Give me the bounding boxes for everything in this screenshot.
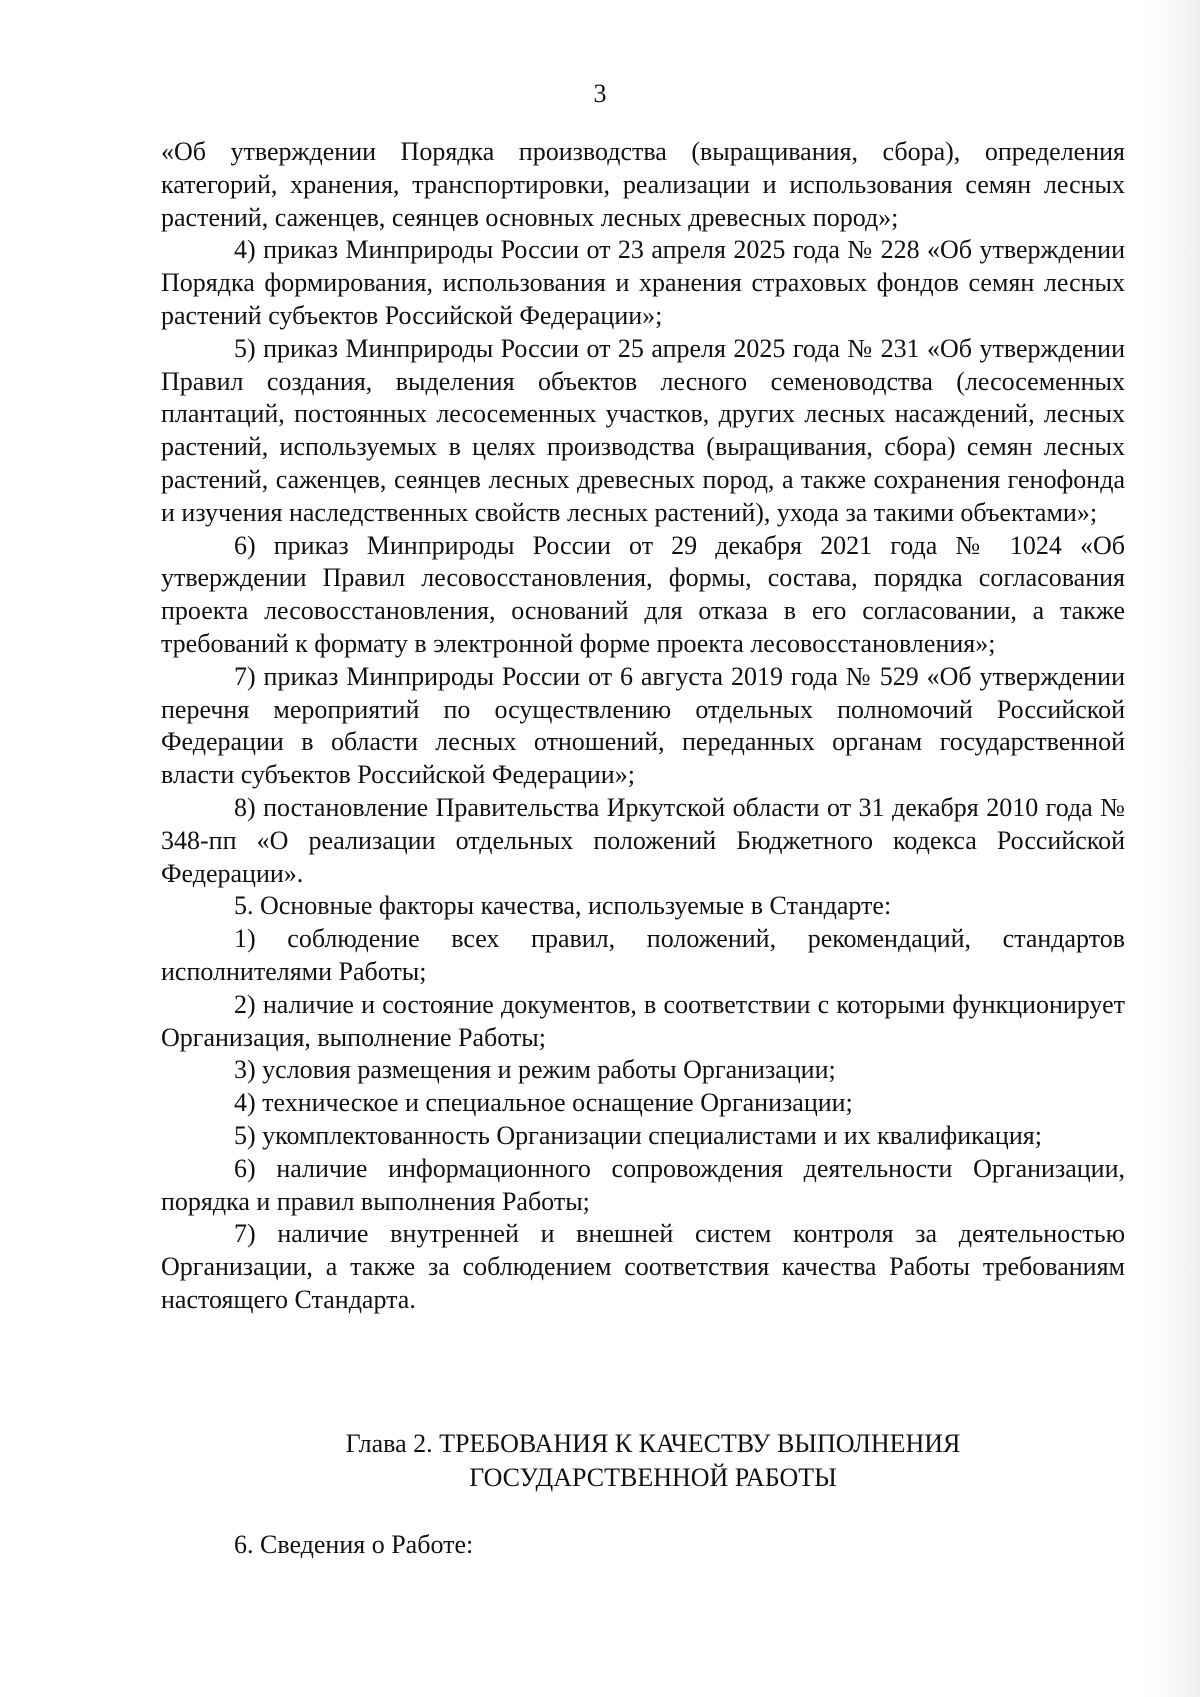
paragraph-item-8: 8) постановление Правительства Иркутской области от 31 декабря 2010 года № 348-пп «О реализации отдельных положений Бюджетного кодекса Российской Федерации». [161, 792, 1125, 888]
paragraph-item-4: 4) приказ Минприроды России от 23 апреля 2025 года № 228 «Об утверждении Порядка формирования, использования и хранения страховых фондов семян лесных растений субъектов Российской Федерации»; [161, 235, 1125, 330]
paragraph-item-6: 6) приказ Минприроды России от 29 декабря 2021 года № 1024 «Об утверждении Правил лесовосстановления, формы, состава, порядка согласования проекта лесовосстановления, оснований для отказа в его согласовании, а также требований к формату в электронной форме проекта лесовосстановления»; [161, 530, 1125, 658]
chapter-heading-line-2: ГОСУДАРСТВЕННОЙ РАБОТЫ [469, 1463, 837, 1492]
quality-factor-7: 7) наличие внутренней и внешней систем контроля за деятельностью Организации, а также за соблюдением соответствия качества Работы требованиям настоящего Стандарта. [161, 1219, 1125, 1314]
quality-factor-4: 4) техническое и специальное оснащение Организации; [234, 1088, 853, 1118]
paragraph-item-7: 7) приказ Минприроды России от 6 августа 2019 года № 529 «Об утверждении перечня мероприятий по осуществлению отдельных полномочий Российской Федерации в области лесных отношений, переданных органам государственной власти субъектов Российской Федерации»; [161, 661, 1125, 790]
quality-factor-3: 3) условия размещения и режим работы Организации; [234, 1055, 836, 1085]
quality-factor-6: 6) наличие информационного сопровождения деятельности Организации, порядка и правил выполнения Работы; [161, 1153, 1125, 1216]
quality-factor-2: 2) наличие и состояние документов, в соответствии с которыми функционирует Организация, выполнение Работы; [161, 989, 1125, 1052]
paragraph-section-5: 5. Основные факторы качества, используемые в Стандарте: [234, 891, 892, 921]
chapter-heading [161, 1427, 1125, 1495]
quality-factor-1: 1) соблюдение всех правил, положений, рекомендаций, стандартов исполнителями Работы; [161, 924, 1125, 986]
section-6-title: 6. Сведения о Работе: [234, 1530, 474, 1559]
page-number: 3 [593, 79, 607, 108]
quality-factor-5: 5) укомплектованность Организации специалистами и их квалификация; [234, 1120, 1042, 1150]
scan-edge-shading [1140, 0, 1200, 1697]
chapter-heading-line-1: Глава 2. ТРЕБОВАНИЯ К КАЧЕСТВУ ВЫПОЛНЕНИЯ [345, 1429, 961, 1458]
paragraph-item-5: 5) приказ Минприроды России от 25 апреля 2025 года № 231 «Об утверждении Правил создания, выделения объектов лесного семеноводства (лесосеменных плантаций, постоянных лесосеменных участков, других лесных насаждений, лесных растений, используемых в целях производства (выращивания, сбора) семян лесных растений, саженцев, сеянцев лесных древесных пород, а также сохранения генофонда и изучения наследственных свойств лесных растений), ухода за такими объектами»; [161, 333, 1125, 527]
paragraph-continuation: «Об утверждении Порядка производства (выращивания, сбора), определения категорий, хранения, транспортировки, реализации и использования семян лесных растений, саженцев, сеянцев основных лесных древесных пород»; [161, 137, 1125, 232]
document-body [161, 136, 1125, 1317]
